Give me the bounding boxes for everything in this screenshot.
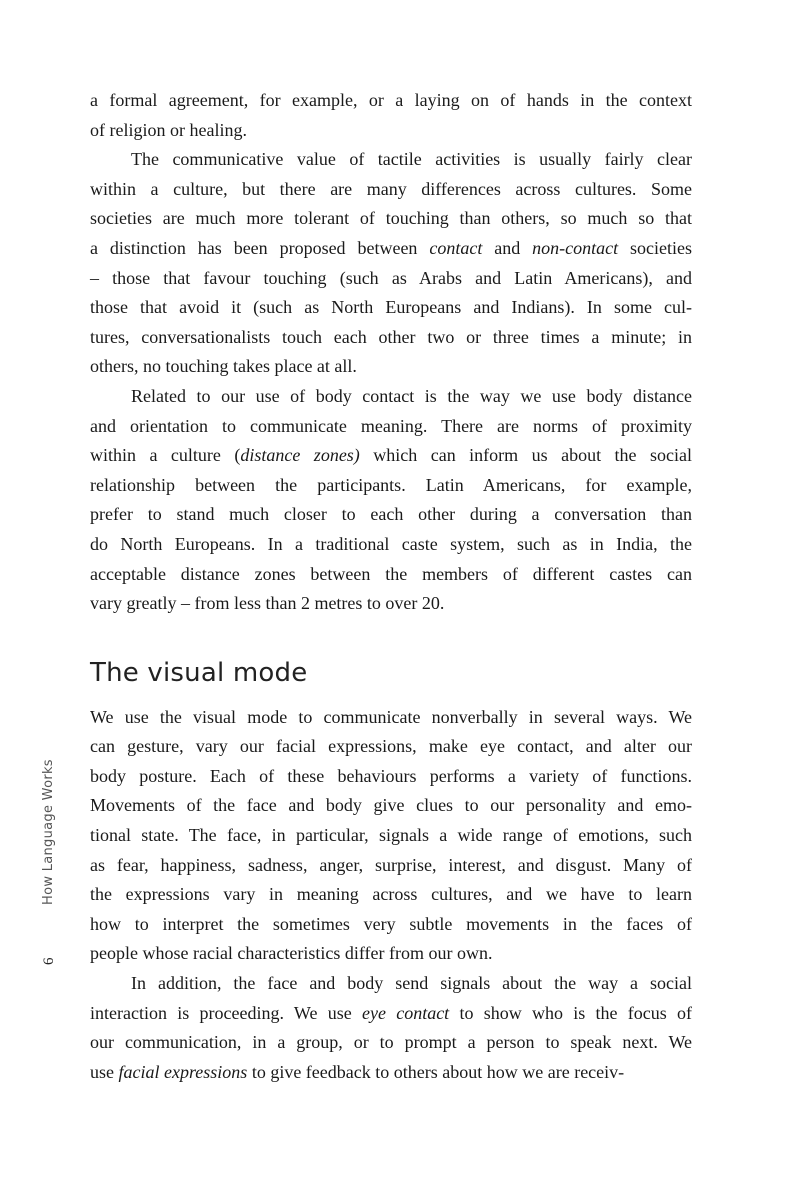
text-line bbox=[90, 851, 692, 881]
text-line bbox=[90, 999, 692, 1029]
text-run: as fear, happiness, sadness, anger, surprise, interest, and disgust. Many of bbox=[90, 854, 692, 875]
text-run: and orientation to communicate meaning. There are norms of proximity bbox=[90, 415, 692, 436]
text-run: use bbox=[90, 1061, 119, 1082]
text-run: a distinction has been proposed between bbox=[90, 237, 430, 258]
text-line bbox=[90, 732, 692, 762]
text-line bbox=[90, 500, 692, 530]
page-body bbox=[90, 86, 692, 1087]
running-head bbox=[38, 753, 58, 973]
text-run: our communication, in a group, or to prompt a person to speak next. We bbox=[90, 1032, 692, 1053]
text-line bbox=[90, 969, 692, 999]
text-line bbox=[90, 530, 692, 560]
text-run: which can inform us about the social bbox=[359, 445, 692, 466]
text-run: vary greatly – from less than 2 metres to over 20. bbox=[90, 593, 445, 614]
text-run: tures, conversationalists touch each other two or three times a minute; in bbox=[90, 326, 692, 347]
text-run: do North Europeans. In a traditional caste system, such as in India, the bbox=[90, 533, 692, 554]
text-line bbox=[90, 1028, 692, 1058]
running-head-title: How Language Works bbox=[41, 759, 56, 905]
text-line bbox=[90, 791, 692, 821]
text-line bbox=[90, 175, 692, 205]
text-line bbox=[90, 441, 692, 471]
text-run: acceptable distance zones between the members of different castes can bbox=[90, 563, 692, 584]
paragraph bbox=[90, 969, 692, 1087]
text-line bbox=[90, 762, 692, 792]
text-run: In addition, the face and body send signals about the way a social bbox=[131, 973, 692, 994]
page-number: 6 bbox=[41, 957, 57, 965]
text-run: a formal agreement, for example, or a laying on of hands in the context bbox=[90, 90, 692, 110]
text-run: Related to our use of body contact is the way we use body distance bbox=[131, 385, 692, 406]
text-line bbox=[90, 412, 692, 442]
text-line bbox=[90, 145, 692, 175]
text-line bbox=[90, 204, 692, 234]
text-run: Movements of the face and body give clues to our personality and emo- bbox=[90, 795, 692, 816]
paragraph bbox=[90, 86, 692, 145]
text-line bbox=[90, 116, 692, 146]
text-run: We use the visual mode to communicate nonverbally in several ways. We bbox=[90, 706, 692, 727]
text-line bbox=[90, 323, 692, 353]
text-line bbox=[90, 939, 692, 969]
text-run: can gesture, vary our facial expressions, make eye contact, and alter our bbox=[90, 736, 692, 757]
text-run: people whose racial characteristics differ from our own. bbox=[90, 943, 493, 964]
paragraph bbox=[90, 703, 692, 969]
text-run: of religion or healing. bbox=[90, 119, 247, 140]
text-run: how to interpret the sometimes very subtle movements in the faces of bbox=[90, 913, 692, 934]
italic-term: non-contact bbox=[532, 237, 619, 258]
text-line bbox=[90, 703, 692, 733]
text-run: societies are much more tolerant of touching than others, so much so that bbox=[90, 208, 692, 229]
text-run: prefer to stand much closer to each other during a conversation than bbox=[90, 504, 692, 525]
paragraph bbox=[90, 382, 692, 619]
section-heading: The visual mode bbox=[90, 657, 308, 688]
text-line bbox=[90, 264, 692, 294]
text-line bbox=[90, 589, 692, 619]
italic-term: distance zones) bbox=[240, 445, 360, 466]
text-run: within a culture, but there are many differences across cultures. Some bbox=[90, 178, 692, 199]
italic-term: contact bbox=[429, 237, 483, 258]
text-run: relationship between the participants. Latin Americans, for example, bbox=[90, 474, 692, 495]
text-line bbox=[90, 293, 692, 323]
text-line bbox=[90, 382, 692, 412]
text-run: to show who is the focus of bbox=[449, 1002, 693, 1023]
text-run: The communicative value of tactile activities is usually fairly clear bbox=[131, 149, 692, 170]
text-run: – those that favour touching (such as Arabs and Latin Americans), and bbox=[90, 267, 692, 288]
text-line bbox=[90, 352, 692, 382]
text-block-top bbox=[90, 86, 692, 619]
text-run: to give feedback to others about how we are receiv- bbox=[247, 1061, 625, 1082]
text-run: the expressions vary in meaning across cultures, and we have to learn bbox=[90, 884, 692, 905]
text-line bbox=[90, 1058, 692, 1088]
text-run: societies bbox=[618, 237, 692, 258]
text-line bbox=[90, 910, 692, 940]
text-run: body posture. Each of these behaviours performs a variety of functions. bbox=[90, 765, 692, 786]
text-run: interaction is proceeding. We use bbox=[90, 1002, 362, 1023]
italic-term: eye contact bbox=[361, 1002, 450, 1023]
text-block-bottom bbox=[90, 703, 692, 1088]
text-line bbox=[90, 234, 692, 264]
text-line bbox=[90, 880, 692, 910]
text-run: those that avoid it (such as North Europeans and Indians). In some cul- bbox=[90, 297, 692, 318]
text-run: tional state. The face, in particular, signals a wide range of emotions, such bbox=[90, 825, 692, 846]
paragraph bbox=[90, 145, 692, 382]
text-run: within a culture ( bbox=[90, 445, 241, 466]
text-line bbox=[90, 821, 692, 851]
text-run: others, no touching takes place at all. bbox=[90, 356, 357, 377]
text-run: and bbox=[482, 237, 533, 258]
italic-term: facial expressions bbox=[118, 1061, 248, 1082]
text-line bbox=[90, 560, 692, 590]
text-line bbox=[90, 471, 692, 501]
text-line bbox=[90, 86, 692, 116]
